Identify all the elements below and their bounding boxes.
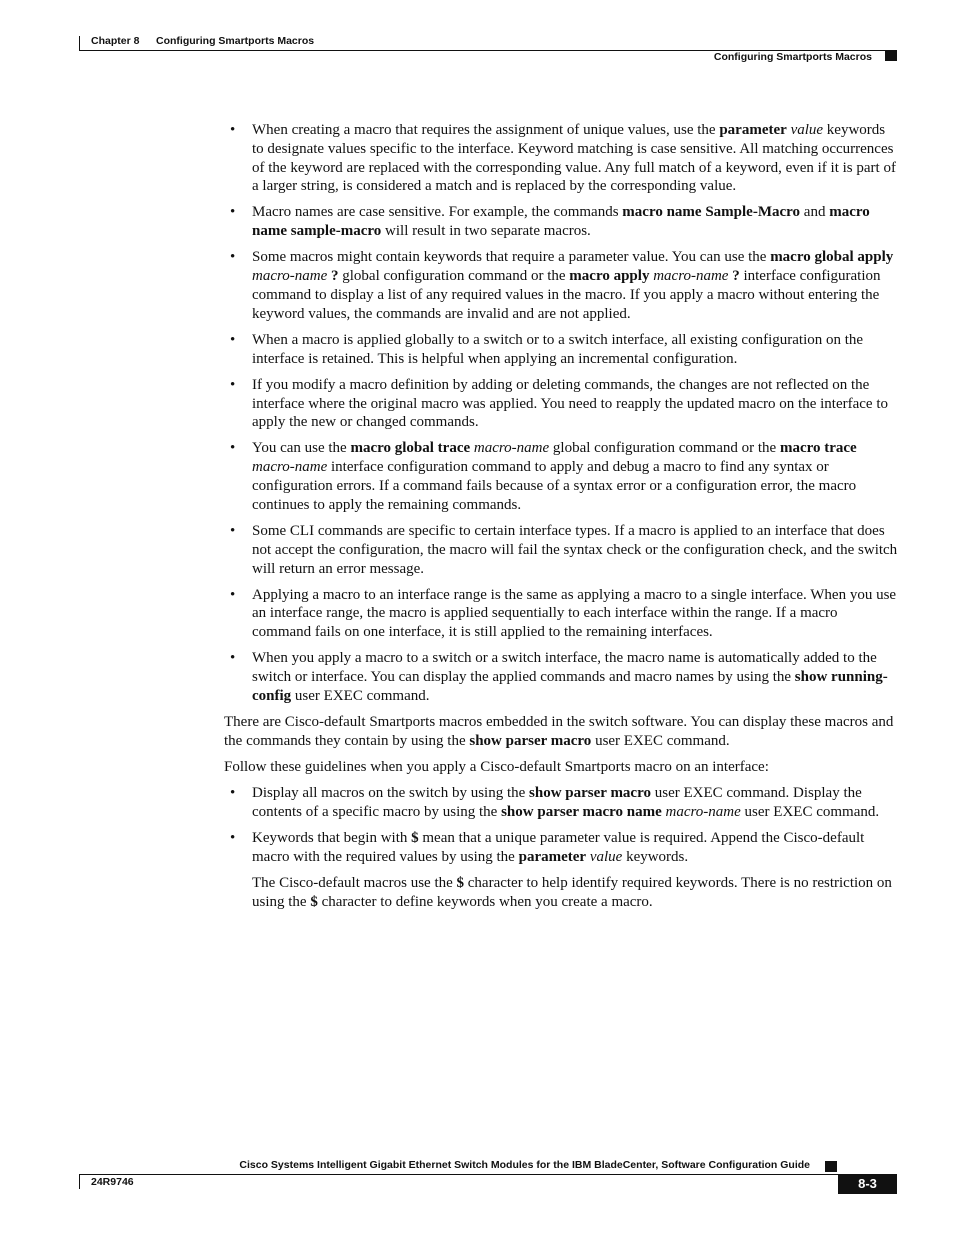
text: keywords to designate values specific to the interface. Keyword matching is case sensitive. All matching occurrences of the keyword are replaced with the corresponding value. Any full match of a keyword, even if it is part of a larger string, is considered a match and is replaced by the corresponding value. — [252, 122, 896, 195]
text: will result in two separate macros. — [381, 223, 591, 240]
list-item — [224, 784, 898, 822]
text: The Cisco-default macros use the — [252, 874, 457, 891]
guideline-list — [224, 121, 898, 706]
list-item — [224, 203, 898, 241]
default-macro-guideline-list — [224, 784, 898, 911]
text: interface configuration command to display a list of any required values in the macro. If you apply a macro without entering the keyword values, the commands are invalid and are not applied. — [252, 268, 881, 322]
header-rule-vertical — [79, 36, 80, 51]
footer-marker — [825, 1161, 837, 1172]
command-argument: macro-name — [653, 268, 729, 285]
command-argument: value — [589, 848, 623, 865]
footer-rule — [79, 1174, 897, 1175]
text: keywords. — [622, 848, 689, 865]
text: When a macro is applied globally to a switch or to a switch interface, all existing configuration on the interface is retained. This is helpful when applying an incremental configuration. — [252, 331, 864, 367]
paragraph-default-macros — [224, 713, 898, 751]
command-keyword: macro global trace — [350, 440, 471, 457]
paragraph-guidelines-intro: Follow these guidelines when you apply a Cisco-default Smartports macro on an interface: — [224, 758, 769, 775]
list-item — [224, 829, 898, 911]
text: and — [800, 204, 830, 221]
command-keyword: macro global apply — [770, 249, 894, 266]
command-argument: macro-name — [473, 440, 550, 457]
command-keyword: parameter — [518, 848, 587, 865]
command-keyword: $ — [310, 893, 318, 910]
text: interface configuration command to apply and debug a macro to find any syntax or configuration errors. If a command fails because of a syntax error or a configuration error, the macro continues to apply the remaining commands. — [252, 459, 857, 513]
text: user EXEC command. — [591, 732, 730, 749]
text: Some CLI commands are specific to certain interface types. If a macro is applied to an interface that does not accept the configuration, the macro will fail the syntax check or the configuration check, and the switch will return an error message. — [252, 522, 898, 577]
list-item — [224, 649, 898, 705]
command-argument: macro-name — [252, 268, 328, 285]
command-argument: macro-name — [665, 803, 741, 820]
page-body — [224, 121, 898, 919]
list-item — [224, 248, 898, 323]
text: character to define keywords when you create a macro. — [317, 893, 653, 910]
command-keyword: $ — [456, 874, 465, 891]
command-argument: macro-name — [252, 459, 328, 476]
footer-rule-vertical — [79, 1174, 80, 1189]
command-keyword: macro apply — [569, 268, 650, 285]
command-keyword: ? — [331, 268, 339, 285]
text: character to help identify required keywords. There is no restriction on using the — [252, 874, 892, 910]
command-keyword: macro name Sample-Macro — [622, 204, 801, 221]
command-keyword: macro name sample-macro — [252, 204, 870, 240]
text: global configuration command or the — [549, 440, 780, 457]
list-item — [224, 376, 898, 432]
text: When creating a macro that requires the assignment of unique values, use the — [252, 122, 720, 138]
command-keyword: macro trace — [779, 440, 857, 457]
list-item — [224, 586, 898, 642]
footer-doc-number: 24R9746 — [91, 1176, 134, 1188]
header-chapter-title: Configuring Smartports Macros — [156, 35, 315, 47]
text: Macro names are case sensitive. For example, the commands — [252, 204, 623, 221]
text: When you apply a macro to a switch or a switch interface, the macro name is automatically added to the switch or interface. You can display the applied commands and macro names by using the — [252, 650, 877, 686]
text: Applying a macro to an interface range is the same as applying a macro to a single interface. When you use an interface range, the macro is applied sequentially to each interface within the range. If a macro command fails on one interface, it is still applied to the remaining interfaces. — [252, 586, 897, 641]
command-keyword: $ — [411, 829, 419, 846]
text: Display all macros on the switch by using the — [252, 784, 530, 801]
text: There are Cisco-default Smartports macros embedded in the switch software. You can display these macros and the commands they contain by using the — [224, 713, 894, 749]
footer-book-title: Cisco Systems Intelligent Gigabit Ethernet Switch Modules for the IBM BladeCenter, Software Configuration Guide — [239, 1159, 810, 1171]
command-keyword: show parser macro name — [501, 803, 662, 820]
text: Some macros might contain keywords that require a parameter value. You can use the — [252, 249, 771, 266]
text: user EXEC command. Display the contents of a specific macro by using the — [252, 784, 862, 820]
text: user EXEC command. — [291, 687, 430, 704]
page-number: 8-3 — [838, 1174, 897, 1194]
command-keyword: show parser macro — [529, 784, 651, 801]
command-keyword: show parser macro — [469, 732, 592, 749]
header-section-title: Configuring Smartports Macros — [713, 51, 872, 63]
list-item — [224, 331, 898, 369]
command-argument: value — [790, 122, 824, 138]
header-chapter: Chapter 8 — [91, 35, 140, 47]
text: user EXEC command. — [740, 803, 880, 820]
list-item — [224, 121, 898, 196]
text: global configuration command or the — [338, 268, 570, 285]
list-item — [224, 522, 898, 578]
command-keyword: ? — [732, 268, 740, 285]
text: You can use the — [252, 440, 351, 457]
list-item — [224, 439, 898, 514]
text: mean that a unique parameter value is required. Append the Cisco-default macro with the required values by using the — [252, 829, 865, 865]
header-marker — [885, 51, 897, 61]
text: Keywords that begin with — [252, 829, 412, 846]
command-keyword: show running-config — [252, 669, 888, 704]
text: If you modify a macro definition by adding or deleting commands, the changes are not reflected on the interface where the original macro was applied. You need to reapply the updated macro on the interface to apply the new or changed commands. — [252, 376, 889, 431]
sub-paragraph — [252, 874, 898, 912]
command-keyword: parameter — [719, 122, 787, 138]
